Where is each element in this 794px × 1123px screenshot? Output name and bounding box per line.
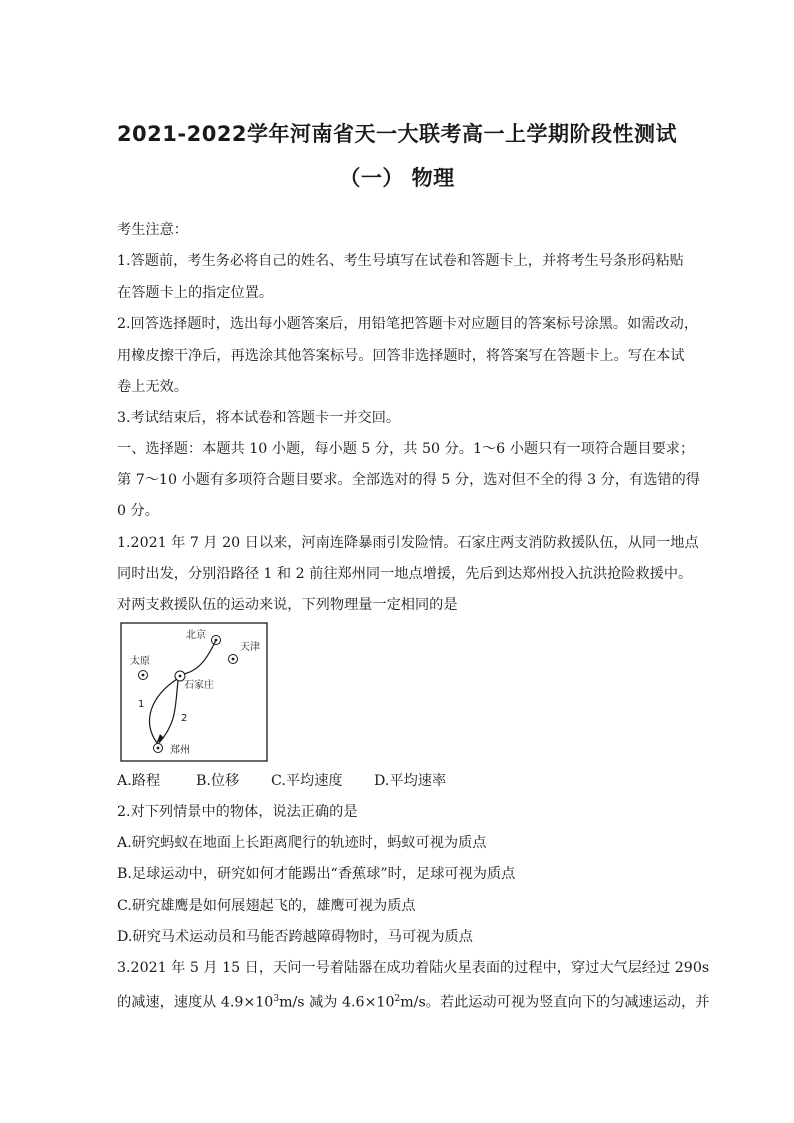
note-2-line-2: 用橡皮擦干净后，再选涂其他答案标号。回答非选择题时，将答案写在答题卡上。写在本试 [117, 348, 685, 364]
q2-option-a: A.研究蚂蚁在地面上长距离爬行的轨迹时，蚂蚁可视为质点 [117, 835, 487, 851]
q3-text-b: m/s 减为 4.6×10 [279, 994, 395, 1011]
exam-subtitle: （一） 物理 [339, 166, 455, 190]
section-1-line-1: 一、选择题：本题共 10 小题，每小题 5 分，共 50 分。1～6 小题只有一项符合题目要求； [117, 441, 695, 457]
q2-option-d: D.研究马术运动员和马能否跨越障碍物时，马可视为质点 [117, 929, 473, 945]
section-1-line-3: 0 分。 [117, 503, 159, 519]
taiyuan-marker [139, 671, 148, 680]
q1-stem-line-2: 同时出发，分别沿路径 1 和 2 前往郑州同一地点增援，先后到达郑州投入抗洪抢险救援中。 [117, 566, 693, 582]
q1-option-a: A.路程 [117, 773, 161, 789]
q3-exponent-1: 3 [273, 994, 280, 1004]
q2-stem: 2.对下列情景中的物体，说法正确的是 [117, 804, 358, 820]
q3-stem-line-2 [117, 989, 709, 1013]
q1-stem-line-1: 1.2021 年 7 月 20 日以来，河南连降暴雨引发险情。石家庄两支消防救援队伍，从同一地点 [117, 535, 699, 551]
zhengzhou-marker [154, 744, 163, 753]
q1-option-b: B.位移 [196, 773, 240, 789]
q3-text-c: m/s。若此运动可视为竖直向下的匀减速运动，并 [400, 994, 710, 1011]
path-2-label: 2 [181, 713, 188, 724]
q2-option-c: C.研究雄鹰是如何展翅起飞的，雄鹰可视为质点 [117, 898, 416, 914]
q1-option-c: C.平均速度 [271, 773, 343, 789]
tianjin-label: 天津 [240, 642, 260, 653]
shijiazhuang-label: 石家庄 [184, 680, 214, 691]
note-2-line-3: 卷上无效。 [117, 379, 188, 395]
q3-text-a: 的减速，速度从 4.9×10 [117, 994, 274, 1011]
zhengzhou-label: 郑州 [170, 745, 190, 756]
q2-option-b: B.足球运动中，研究如何才能踢出“香蕉球”时，足球可视为质点 [117, 866, 516, 882]
q1-route-map [120, 622, 268, 762]
q1-option-d: D.平均速率 [374, 773, 447, 789]
exam-title: 2021-2022学年河南省天一大联考高一上学期阶段性测试 [116, 122, 678, 146]
path-1-label: 1 [138, 699, 145, 710]
section-1-line-2: 第 7～10 小题有多项符合题目要求。全部选对的得 5 分，选对但不全的得 3 分，有选错的得 [117, 472, 700, 488]
beijing-label: 北京 [186, 630, 206, 641]
note-3: 3.考试结束后，将本试卷和答题卡一并交回。 [117, 410, 401, 426]
tianjin-marker [229, 655, 238, 664]
notes-heading: 考生注意： [117, 222, 188, 238]
path-1-curve [150, 679, 177, 743]
note-1-line-1: 1.答题前，考生务必将自己的姓名、考生号填写在试卷和答题卡上，并将考生号条形码粘贴 [117, 253, 684, 269]
q1-stem-line-3: 对两支救援队伍的运动来说，下列物理量一定相同的是 [117, 597, 458, 613]
beijing-shijiazhuang-route [184, 640, 216, 674]
note-2-line-1: 2.回答选择题时，选出每小题答案后，用铅笔把答题卡对应题目的答案标号涂黑。如需改动， [117, 316, 699, 332]
q3-stem-line-1: 3.2021 年 5 月 15 日，天问一号着陆器在成功着陆火星表面的过程中，穿过大气层经过 290s [117, 960, 710, 976]
note-1-line-2: 在答题卡上的指定位置。 [117, 285, 274, 301]
q3-exponent-2: 2 [394, 994, 401, 1004]
path-2-curve [159, 681, 178, 743]
taiyuan-label: 太原 [130, 656, 150, 667]
